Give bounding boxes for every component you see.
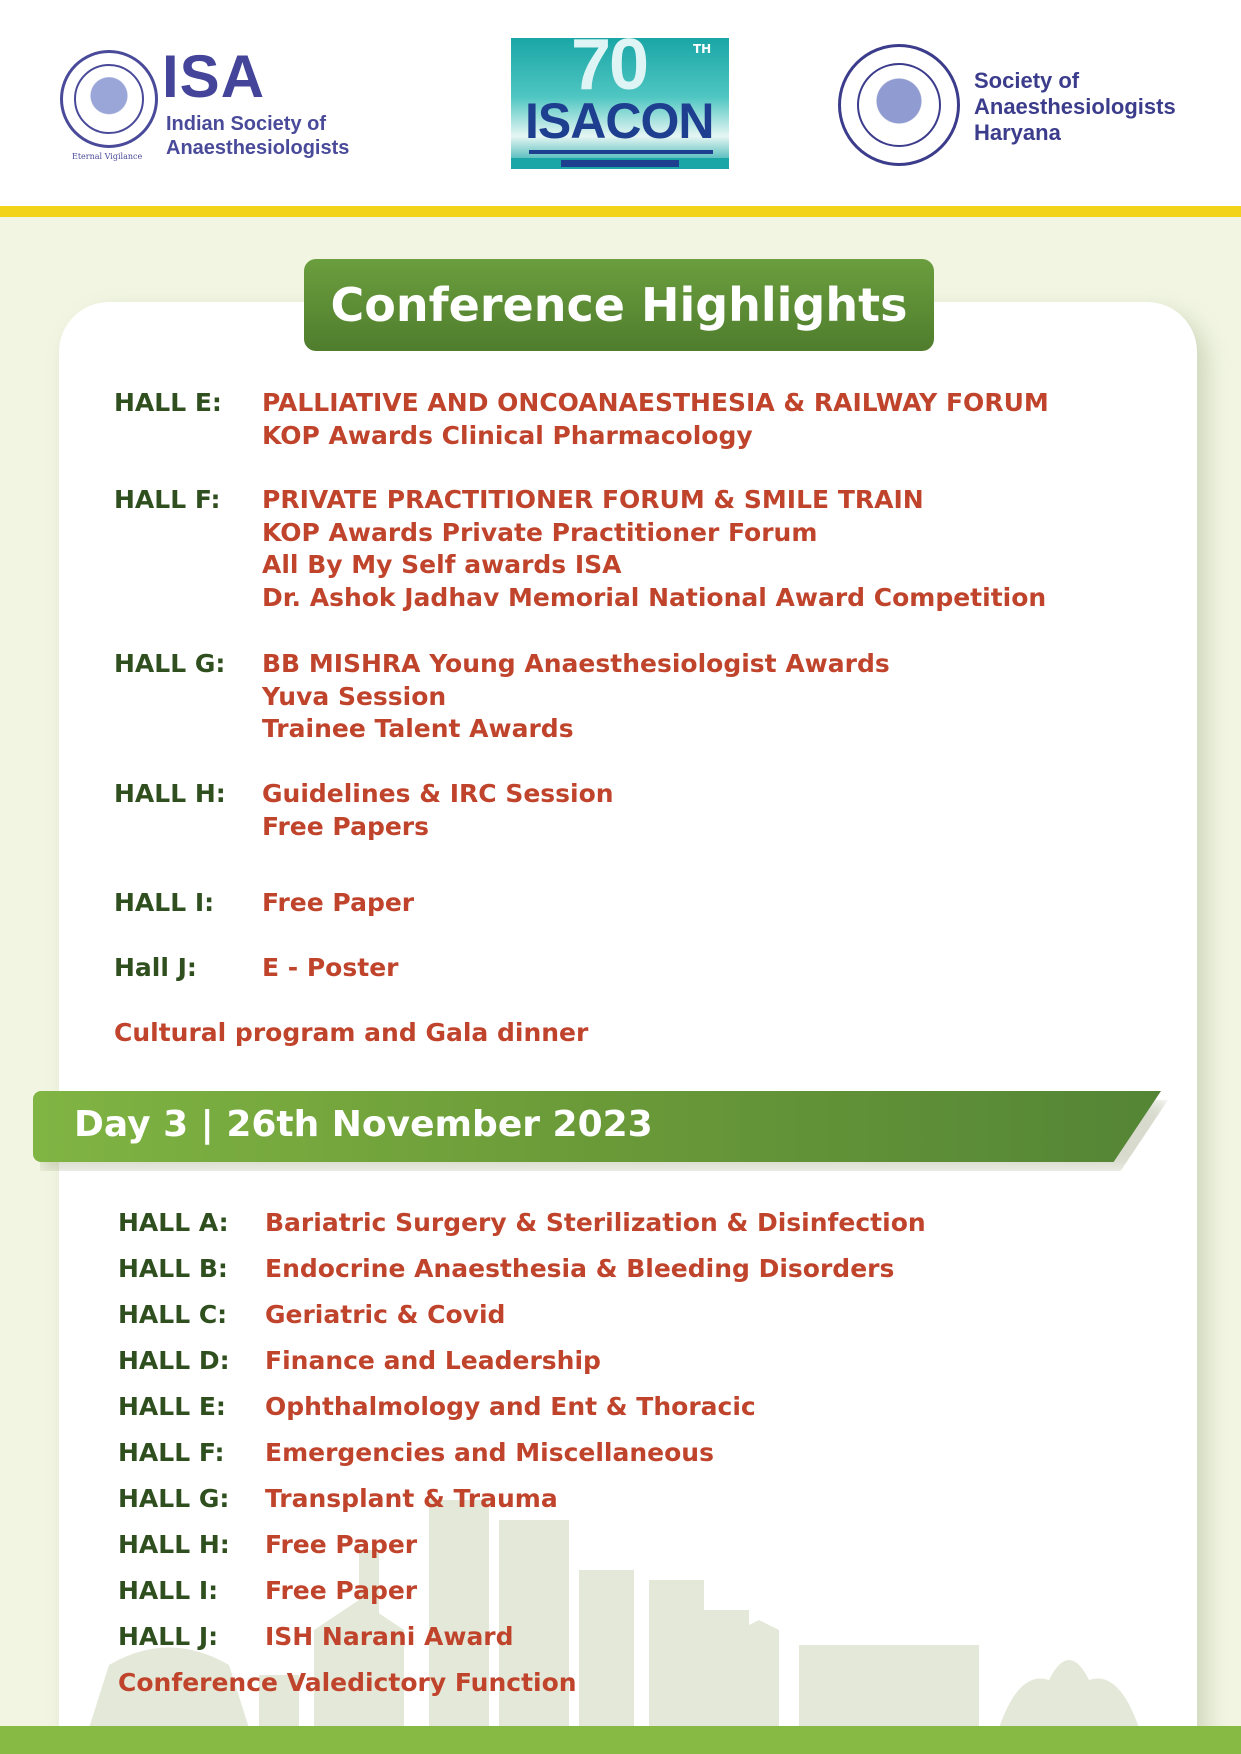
isa-abbr: ISA — [162, 43, 266, 110]
page-title: Conference Highlights — [330, 278, 908, 332]
hall-items — [262, 887, 414, 920]
sah-seal-icon — [838, 44, 960, 166]
sah-name-line1: Society of — [974, 68, 1080, 93]
hall-label: HALL H: — [114, 779, 226, 808]
session-item: KOP Awards Private Practitioner Forum — [262, 517, 818, 547]
session-item: All By My Self awards ISA — [262, 550, 622, 579]
hall-label: HALL G: — [118, 1484, 230, 1513]
session-item: Trainee Talent Awards — [262, 714, 574, 743]
hall-label: HALL H: — [118, 1530, 230, 1559]
hall-label: HALL E: — [118, 1392, 226, 1421]
hall-label: HALL G: — [114, 649, 226, 678]
hall-label: HALL E: — [114, 388, 222, 417]
hall-label: HALL I: — [118, 1576, 219, 1605]
session-topic: Transplant & Trauma — [265, 1484, 558, 1513]
hall-label: HALL D: — [118, 1346, 230, 1375]
hall-items — [262, 484, 1046, 614]
hall-items — [262, 952, 398, 985]
isacon-band — [529, 150, 713, 154]
isacon-logo — [511, 38, 729, 169]
header — [0, 0, 1241, 206]
session-topic: ISH Narani Award — [265, 1622, 514, 1651]
hall-label: HALL F: — [114, 485, 221, 514]
session-topic: Ophthalmology and Ent & Thoracic — [265, 1392, 756, 1421]
session-item: E - Poster — [262, 953, 399, 982]
conference-highlights-title — [304, 259, 934, 351]
sah-name-line2: Anaesthesiologists — [974, 94, 1176, 119]
isa-logo — [60, 43, 360, 168]
header-divider — [0, 206, 1241, 217]
isa-seal-icon — [60, 50, 158, 148]
isa-name-line2: Anaesthesiologists — [166, 137, 350, 159]
isacon-date-band — [511, 158, 729, 169]
isa-motto: Eternal Vigilance — [72, 152, 143, 161]
cultural-note: Cultural program and Gala dinner — [114, 1018, 589, 1047]
day-heading: Day 3 | 26th November 2023 — [74, 1104, 653, 1145]
isacon-number: 70 — [571, 38, 648, 105]
closing-function: Conference Valedictory Function — [118, 1668, 577, 1697]
session-topic: Emergencies and Miscellaneous — [265, 1438, 714, 1467]
isa-name-line1: Indian Society of — [166, 113, 327, 135]
isacon-suffix: TH — [693, 42, 712, 56]
footer-bar — [0, 1726, 1241, 1754]
hall-label: HALL B: — [118, 1254, 228, 1283]
sah-name-line3: Haryana — [974, 120, 1061, 145]
hall-items — [262, 387, 1049, 452]
hall-label: HALL J: — [118, 1622, 219, 1651]
hall-label: HALL I: — [114, 888, 215, 917]
session-topic: Free Paper — [265, 1576, 418, 1605]
isacon-word: ISACON — [525, 93, 714, 149]
session-item: Yuva Session — [262, 681, 447, 711]
sah-logo — [838, 44, 1198, 168]
session-topic: Free Paper — [265, 1530, 418, 1559]
hall-items — [262, 648, 890, 746]
hall-items — [262, 778, 614, 843]
session-topic: Bariatric Surgery & Sterilization & Disinfection — [265, 1208, 926, 1237]
session-item: Free Paper — [262, 888, 415, 917]
session-item: KOP Awards Clinical Pharmacology — [262, 420, 753, 450]
session-item: Free Papers — [262, 811, 430, 841]
session-item: PRIVATE PRACTITIONER FORUM & SMILE TRAIN — [262, 485, 924, 514]
session-item: Guidelines & IRC Session — [262, 779, 614, 808]
session-item: Dr. Ashok Jadhav Memorial National Award Competition — [262, 582, 1047, 612]
hall-label: HALL C: — [118, 1300, 228, 1329]
hall-label: Hall J: — [114, 953, 197, 982]
session-topic: Geriatric & Covid — [265, 1300, 506, 1329]
session-item: PALLIATIVE AND ONCOANAESTHESIA & RAILWAY FORUM — [262, 388, 1049, 417]
sah-name — [974, 68, 1204, 146]
session-topic: Finance and Leadership — [265, 1346, 601, 1375]
session-topic: Endocrine Anaesthesia & Bleeding Disorders — [265, 1254, 895, 1283]
session-item: BB MISHRA Young Anaesthesiologist Awards — [262, 649, 890, 678]
hall-label: HALL F: — [118, 1438, 225, 1467]
hall-label: HALL A: — [118, 1208, 229, 1237]
isa-full-name — [166, 112, 366, 160]
